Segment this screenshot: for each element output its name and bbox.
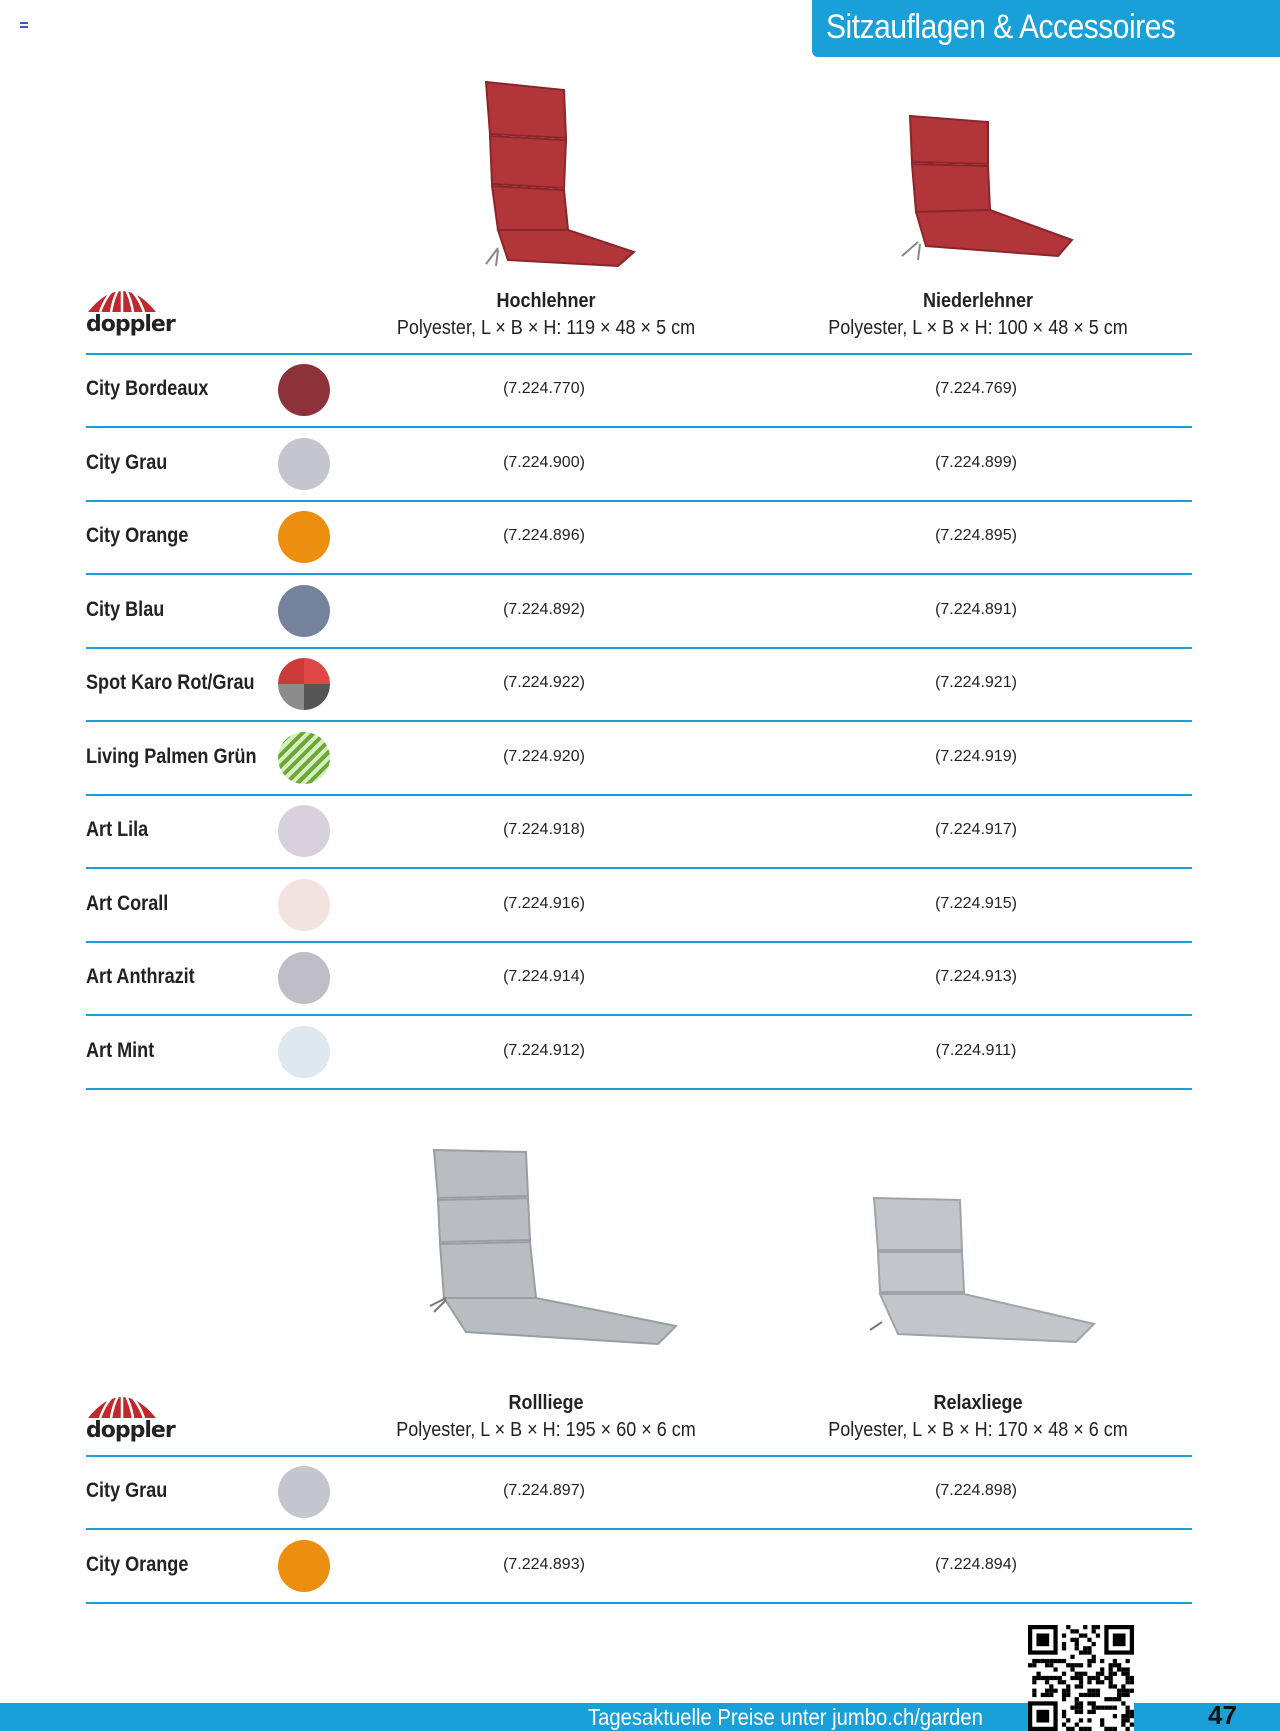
- color-name: Art Corall: [86, 891, 169, 915]
- color-name: Art Mint: [86, 1038, 155, 1062]
- rollliege-cushion-image: [426, 1148, 686, 1358]
- language-flag-icon[interactable]: [20, 22, 28, 28]
- article-number: (7.224.915): [935, 894, 1017, 912]
- page-number: 47: [1208, 1700, 1237, 1730]
- table-divider: [86, 1088, 1192, 1090]
- doppler-logo: [86, 282, 175, 337]
- table-row: [86, 355, 1192, 426]
- doppler-logo-2: [86, 1388, 175, 1443]
- article-number: (7.224.896): [503, 527, 585, 544]
- color-swatch: [278, 585, 330, 637]
- color-swatch: [278, 1540, 330, 1592]
- article-number: (7.224.917): [935, 821, 1017, 838]
- color-swatch: [278, 1026, 330, 1078]
- section-header: [812, 0, 1280, 57]
- article-number: (7.224.769): [935, 380, 1017, 397]
- column-header-relaxliege: [768, 1392, 1188, 1442]
- table-row: [86, 1017, 1192, 1088]
- color-name: City Orange: [86, 1552, 189, 1576]
- column-name: Rollliege: [508, 1392, 584, 1414]
- table-row: [86, 870, 1192, 941]
- color-name: Art Lila: [86, 818, 149, 841]
- article-number: (7.224.912): [503, 1041, 585, 1059]
- color-swatch: [278, 438, 330, 490]
- color-swatch: [278, 952, 330, 1004]
- article-number: (7.224.895): [935, 527, 1017, 544]
- umbrella-icon: [86, 282, 158, 314]
- column-spec: Polyester, L × B × H: 100 × 48 × 5 cm: [828, 317, 1128, 339]
- column-name: Relaxliege: [933, 1392, 1023, 1414]
- umbrella-icon: [86, 1388, 158, 1420]
- color-swatch: [278, 658, 330, 710]
- column-spec: Polyester, L × B × H: 119 × 48 × 5 cm: [396, 317, 696, 339]
- color-name: Art Anthrazit: [86, 965, 195, 988]
- column-spec: Polyester, L × B × H: 195 × 60 × 6 cm: [396, 1419, 696, 1441]
- hochlehner-cushion-image: [468, 80, 648, 270]
- table-row: [86, 1457, 1192, 1528]
- section-title: Sitzauflagen & Accessoires: [826, 8, 1176, 46]
- niederlehner-cushion-image: [888, 112, 1078, 272]
- qr-code-icon[interactable]: [1028, 1625, 1134, 1731]
- column-name: Hochlehner: [496, 290, 596, 312]
- article-number: (7.224.914): [503, 968, 585, 985]
- table-row: [86, 502, 1192, 573]
- article-number: (7.224.913): [935, 968, 1017, 985]
- relaxliege-cushion-image: [868, 1194, 1104, 1360]
- table-row: [86, 429, 1192, 500]
- color-name: City Grau: [86, 1479, 168, 1502]
- article-number: (7.224.919): [935, 747, 1017, 765]
- column-header-rollliege: [336, 1392, 756, 1442]
- color-swatch: [278, 805, 330, 857]
- color-swatch: [278, 364, 330, 416]
- article-number: (7.224.897): [503, 1482, 585, 1499]
- color-name: Spot Karo Rot/Grau: [86, 671, 255, 694]
- color-name: City Bordeaux: [86, 377, 209, 400]
- brand-name: doppler: [86, 312, 175, 337]
- article-number: (7.224.922): [503, 674, 585, 691]
- article-number: (7.224.900): [503, 453, 585, 471]
- color-swatch: [278, 732, 330, 784]
- column-header-niederlehner: [768, 290, 1188, 340]
- column-name: Niederlehner: [922, 290, 1034, 312]
- table-divider: [86, 1602, 1192, 1604]
- article-number: (7.224.893): [503, 1555, 585, 1573]
- color-swatch: [278, 511, 330, 563]
- color-swatch: [278, 1466, 330, 1518]
- article-number: (7.224.899): [935, 453, 1017, 471]
- color-swatch: [278, 879, 330, 931]
- brand-name: doppler: [86, 1418, 175, 1443]
- article-number: (7.224.894): [935, 1555, 1017, 1573]
- article-number: (7.224.921): [935, 674, 1017, 691]
- article-number: (7.224.891): [935, 600, 1017, 618]
- article-number: (7.224.920): [503, 747, 585, 765]
- article-number: (7.224.898): [935, 1482, 1017, 1499]
- article-number: (7.224.770): [503, 380, 585, 397]
- column-spec: Polyester, L × B × H: 170 × 48 × 6 cm: [828, 1419, 1128, 1441]
- color-name: City Orange: [86, 524, 189, 547]
- table-row: [86, 576, 1192, 647]
- table-row: [86, 723, 1192, 794]
- table-row: [86, 1531, 1192, 1602]
- article-number: (7.224.892): [503, 600, 585, 618]
- article-number: (7.224.916): [503, 894, 585, 912]
- article-number: (7.224.918): [503, 821, 585, 838]
- table-row: [86, 796, 1192, 867]
- table-row: [86, 943, 1192, 1014]
- footer-arrow-tab: [1142, 1703, 1194, 1731]
- color-name: City Grau: [86, 450, 168, 474]
- table-row: [86, 649, 1192, 720]
- footer-link-text[interactable]: Tagesaktuelle Preise unter jumbo.ch/garden: [588, 1704, 983, 1730]
- column-header-hochlehner: [336, 290, 756, 340]
- color-name: City Blau: [86, 597, 165, 621]
- article-number: (7.224.911): [935, 1041, 1017, 1059]
- color-name: Living Palmen Grün: [86, 744, 257, 768]
